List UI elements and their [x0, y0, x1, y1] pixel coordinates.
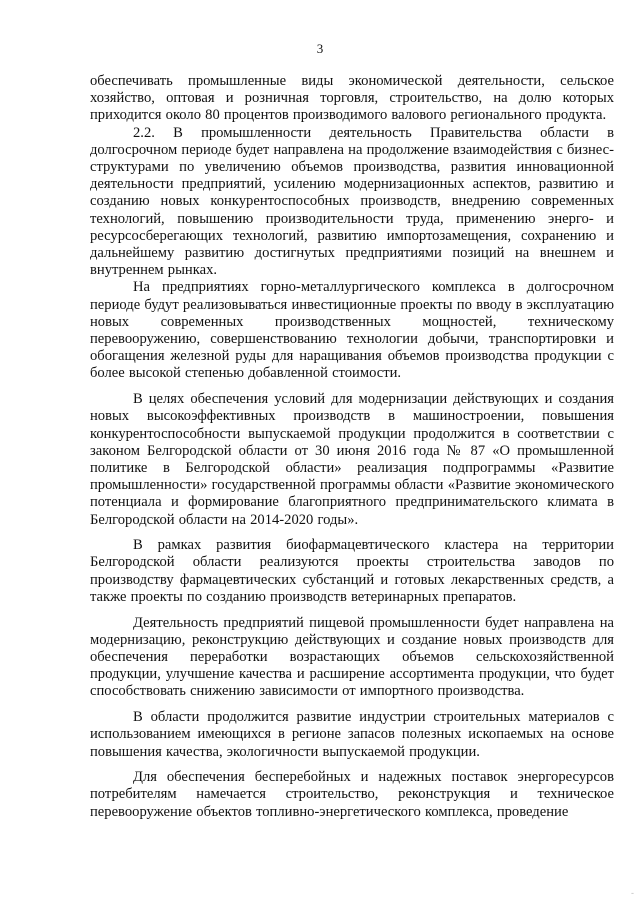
paragraph-industry-policy: 2.2. В промышленности деятельность Правительства области в долгосрочном периоде будет направлена на продолжение взаимодействия с бизнес-структурами по увеличению объемов производства, развития инновационной деятельности предприятий, усилению модернизационных аспектов, развитию и созданию новых конкурентоспособных производств, внедрению современных технологий, повышению производительности труда, применению энерго- и ресурсосберегающих технологий, развитию импортозамещения, сохранению и дальнейшему развитию достигнутых предприятиями позиций на внешнем и внутреннем рынках.	[90, 124, 614, 279]
paragraph-machine-building: В целях обеспечения условий для модернизации действующих и создания новых высокоэффективных производств в машиностроении, повышения конкурентоспособности выпускаемой продукции продолжится в соответствии с законом Белгородской области от 30 июня 2016 года № 87 «О промышленной политике в Белгородской области» реализация подпрограммы «Развитие промышленности» государственной программы области «Развитие экономического потенциала и формирование благоприятного предпринимательского климата в Белгородской области на 2014-2020 годы».	[90, 391, 614, 528]
paragraph-mining-metallurgy: На предприятиях горно-металлургического комплекса в долгосрочном периоде будут реализовываться инвестиционные проекты по вводу в эксплуатацию новых современных производственных мощностей, техническому перевооружению, совершенствованию технологии добычи, транспортировки и обогащения железной руды для наращивания объемов производства продукции с более высокой степенью добавленной стоимости.	[90, 279, 614, 382]
page-number: 3	[316, 41, 324, 56]
corner-mark: -	[631, 888, 634, 898]
paragraph-biopharma-cluster: В рамках развития биофармацевтического кластера на территории Белгородской области реализуются проекты строительства заводов по производству фармацевтических субстанций и готовых лекарственных средств, а также проекты по созданию производств ветеринарных препаратов.	[90, 537, 614, 605]
paragraph-building-materials: В области продолжится развитие индустрии строительных материалов с использованием имеющихся в регионе запасов полезных ископаемых на основе повышения качества, экологичности выпускаемой продукции.	[90, 709, 614, 760]
paragraph-food-industry: Деятельность предприятий пищевой промышленности будет направлена на модернизацию, реконструкцию действующих и создание новых производств для обеспечения переработки возрастающих объемов сельскохозяйственной продукции, улучшение качества и расширение ассортимента продукции, что будет способствовать снижению зависимости от импортного производства.	[90, 614, 614, 700]
paragraph-energy-supply: Для обеспечения бесперебойных и надежных поставок энергоресурсов потребителям намечается строительство, реконструкция и техническое перевооружение объектов топливно-энергетического комплекса, проведение	[90, 769, 614, 820]
paragraph-continuation: обеспечивать промышленные виды экономической деятельности, сельское хозяйство, оптовая и розничная торговля, строительство, на долю которых приходится около 80 процентов производимого валового регионального продукта.	[90, 73, 614, 124]
document-body	[90, 73, 614, 821]
